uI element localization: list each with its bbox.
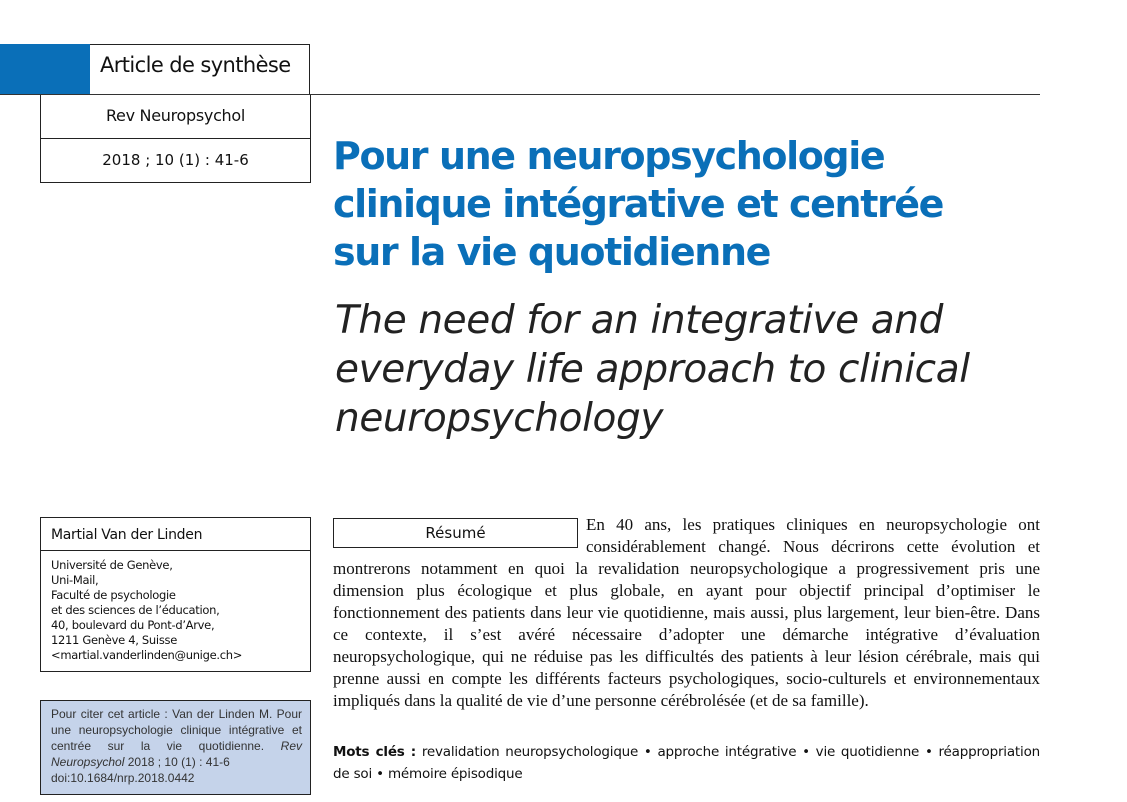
affiliation-line: Faculté de psychologie	[51, 588, 176, 602]
cite-intro: Pour citer cet article : Van der Linden M. Pour une neuropsychologie clinique intégrative et centrée sur la vie quotidienne.	[51, 707, 302, 753]
cite-journal: Rev Neuropsychol	[51, 739, 302, 769]
affiliation-line: 1211 Genève 4, Suisse	[51, 633, 177, 647]
affiliation-line: Uni-Mail,	[51, 573, 99, 587]
author-box	[40, 517, 311, 672]
journal-name: Rev Neuropsychol	[40, 95, 311, 139]
header-accent-block	[0, 44, 90, 94]
abstract-text: En 40 ans, les pratiques cliniques en neuropsychologie ont considérablement changé. Nous décrirons cette évolution et montrerons notamment en quoi la revalidation neuropsychologique a progressivement pris une dimension plus écologique et plus globale, en ayant pour objectif principal d’optimiser le fonctionnement des patients dans leur vie quotidienne, mais aussi, plus largement, leur bien-être. Dans ce contexte, il s’est avéré nécessaire d’adopter une démarche intégrative d’évaluation neuropsychologique, qui ne réduise pas les difficultés des patients à leur lésion cérébrale, mais qui prenne aussi en compte les différents facteurs psychologiques, socio-culturels et environnementaux impliqués dans la qualité de vie d’une personne cérébrolésée (et de sa famille).	[333, 515, 1040, 710]
keywords-list: revalidation neuropsychologique • approche intégrative • vie quotidienne • réappropriation de soi • mémoire épisodique	[333, 744, 1040, 782]
author-affiliation	[41, 551, 310, 663]
title-english: The need for an integrative and everyday life approach to clinical neuropsychology	[335, 298, 970, 441]
cite-doi: doi:10.1684/nrp.2018.0442	[51, 771, 195, 785]
author-name: Martial Van der Linden	[41, 518, 310, 551]
abstract-heading: Résumé	[333, 518, 578, 548]
article-type-label: Article de synthèse	[90, 44, 310, 94]
title-french: Pour une neuropsychologie clinique intégrative et centrée sur la vie quotidienne	[333, 134, 944, 274]
journal-citation: 2018 ; 10 (1) : 41-6	[40, 139, 311, 183]
affiliation-line: 40, boulevard du Pont-d’Arve,	[51, 618, 215, 632]
affiliation-line: et des sciences de l’éducation,	[51, 603, 220, 617]
author-email: <martial.vanderlinden@unige.ch>	[51, 648, 243, 662]
affiliation-line: Université de Genève,	[51, 558, 173, 572]
cite-ref: 2018 ; 10 (1) : 41-6	[127, 755, 230, 769]
how-to-cite-box	[40, 700, 311, 795]
keywords-label: Mots clés :	[333, 744, 417, 760]
keywords	[333, 741, 1040, 785]
